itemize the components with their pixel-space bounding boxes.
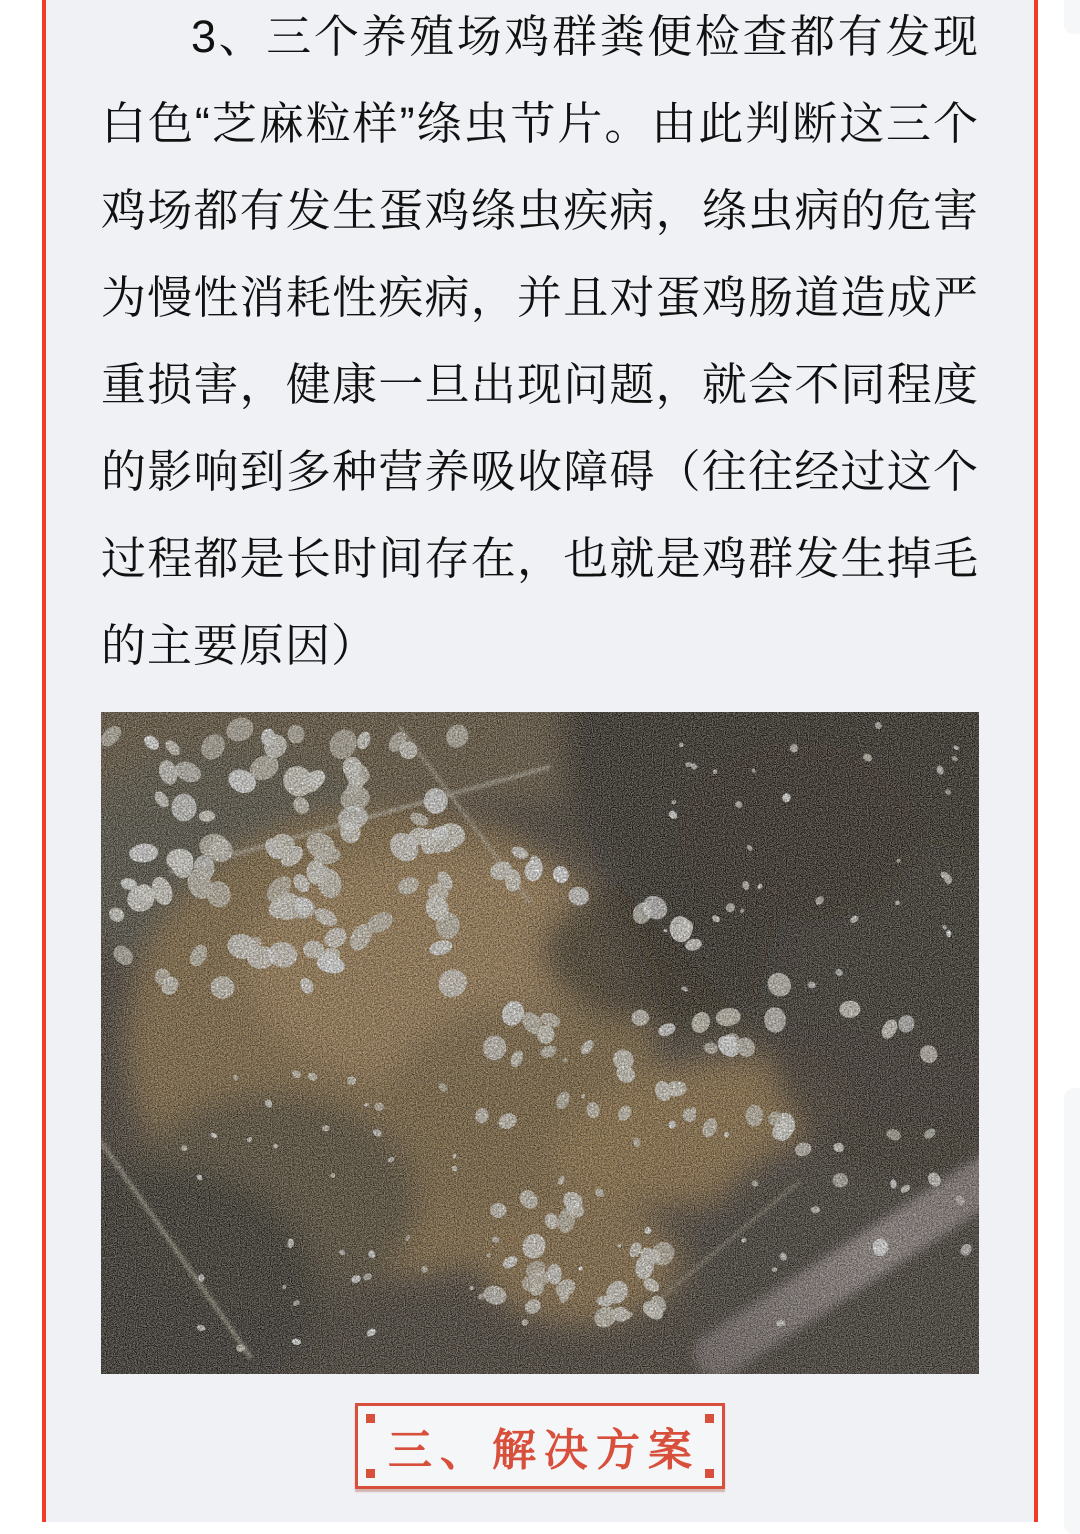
article-content — [46, 0, 1034, 1489]
corner-dot-bottom-left — [366, 1469, 375, 1478]
feces-photo-graphic — [101, 712, 979, 1374]
feces-photo[interactable] — [101, 712, 979, 1374]
article-card — [42, 0, 1038, 1522]
corner-dot-top-left — [366, 1414, 375, 1423]
section-heading-solution — [355, 1403, 725, 1489]
corner-dot-bottom-right — [705, 1469, 714, 1478]
corner-dot-top-right — [705, 1414, 714, 1423]
scrollbar-fragment-top[interactable] — [1064, 0, 1080, 34]
scrollbar-fragment-bottom[interactable] — [1064, 1088, 1080, 1534]
section-heading-label: 三、解决方案 — [388, 1426, 700, 1475]
article-paragraph: 3、三个养殖场鸡群粪便检查都有发现白色“芝麻粒样”绦虫节片。由此判断这三个鸡场都有发生蛋鸡绦虫疾病，绦虫病的危害为慢性消耗性疾病，并且对蛋鸡肠道造成严重损害，健康一旦出现问题，就会不同程度的影响到多种营养吸收障碍（往往经过这个过程都是长时间存在，也就是鸡群发生掉毛的主要原因） — [101, 11, 979, 671]
